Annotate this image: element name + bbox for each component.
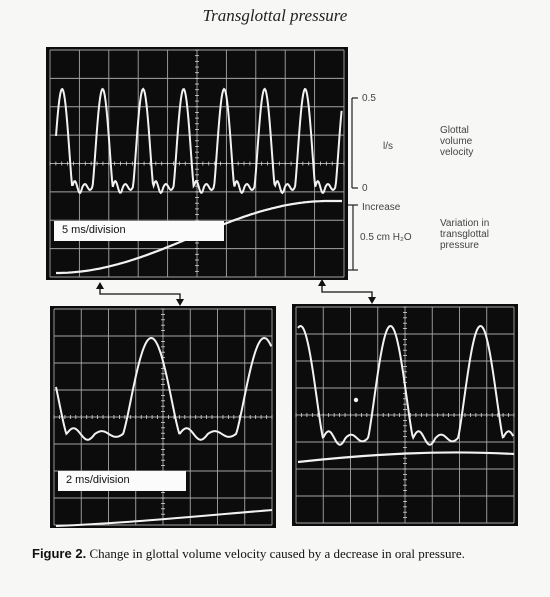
pressure-scale-bracket (348, 205, 358, 270)
figure-caption (32, 545, 532, 562)
pressure-unit: 0.5 cm H₂O (360, 232, 412, 243)
pressure-label: Variation in transglottal pressure (440, 218, 490, 251)
velocity-label: Glottal volume velocity (440, 125, 474, 158)
figure-title: Transglottal pressure (202, 6, 348, 25)
top-scale-label: 5 ms/division (54, 221, 224, 241)
bottom-left-scale-label: 2 ms/division (58, 471, 186, 491)
velocity-tick-bottom: 0 (362, 183, 368, 194)
increase-label: Increase (362, 202, 401, 213)
caption-text: Change in glottal volume velocity caused by a decrease in oral pressure. (89, 546, 465, 561)
velocity-tick-top: 0.5 (362, 93, 376, 104)
velocity-unit: l/s (383, 141, 393, 152)
caption-label: Figure 2. (32, 546, 87, 561)
velocity-scale-bracket (352, 98, 358, 188)
